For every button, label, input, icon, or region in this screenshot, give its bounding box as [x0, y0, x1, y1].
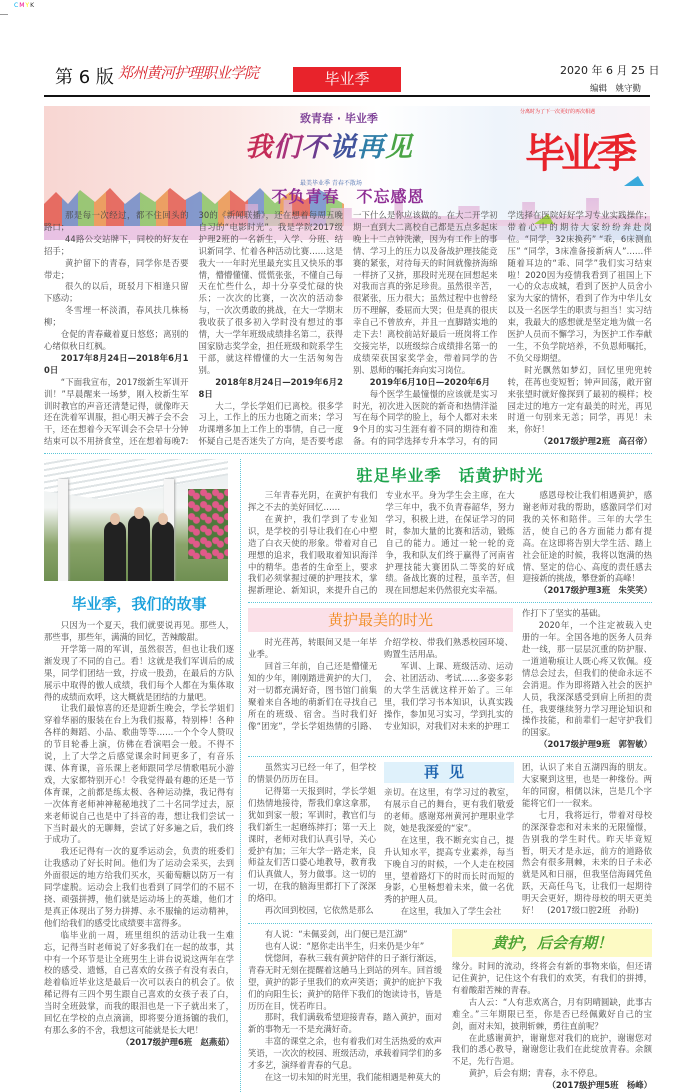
article6: [248, 929, 652, 1092]
article2-body: [44, 620, 234, 1049]
article4-title: 黄护最美的时光: [248, 608, 513, 632]
divider: [44, 453, 652, 454]
banner-slogan: 最美毕业季 青春不散场: [300, 180, 362, 187]
paragraph: 再次回到校园，它依然是那么: [264, 905, 374, 916]
paragraph: 有人说：“未佩妥剑，出门便已是江湖”: [264, 929, 408, 940]
article1-body: [44, 210, 652, 448]
paragraph: 团，认识了来自五湖四海的朋友。大家聚到这里，也是一种缘份。两年的同窗，相儒以沫，岂是几个字能将它们一一叙来。: [522, 762, 652, 808]
banner-side-caption: 分离时为了下一次更好的再次相遇: [520, 109, 596, 115]
article5-body-left: [248, 762, 376, 917]
divider: [248, 602, 652, 603]
paragraph: 缘分。时间的流动，终将会有新的事物来临，但还请记住黄护，记住这个有我们的欢笑，有我们的拼搏，有着酸甜苦辣的青春。: [452, 961, 652, 995]
article4-body-right: [522, 608, 652, 751]
page-number: 第 6 版: [55, 67, 114, 88]
graduate: [104, 521, 126, 581]
author-signature: （2017级护理2班 高召帝）: [539, 436, 652, 447]
graduates-photo: [44, 459, 228, 581]
paragraph: 44路公交站牌下，同校的好友在招手；: [44, 233, 189, 256]
paragraph: 开学第一周的军训，虽然很苦，但也让我们逐渐发现了不同的自己。看！这就是我们军训后的成果，同学们团结一致，拧成一股劲，在最后的方队展示中取得的傲人成绩，我们每个人都在为集体取得的成绩而欢呼，这大概就是团结的力量吧。: [44, 643, 234, 702]
article4: [248, 608, 652, 751]
banner-graduation-season: 毕业季: [525, 130, 633, 177]
article3-title: 驻足毕业季 话黄护时光: [356, 466, 544, 486]
author-signature: （2017级护理9班 郭智敏）: [539, 739, 652, 750]
paragraph: 冬雪埋一杯淡酒，春风扶几株杨柳；: [44, 305, 189, 328]
paragraph: “下面我宣布，2017级新生军训开训！”早晨醒来一场梦，刚入校新生军训时教官的声音还清楚记得，就像昨天还在洗着军训服，担心明天裤子会不会干，还在想着今天军训会不会早十分钟结束可以不用挤食堂，还在想着每晚7:30的《新闻联播》，还在想着每周五晚自习的“电影时光”。我是学院2017级护理2班的一名新生，入学、分班、结识新同学、忙着各种活动比赛……这是我大一一年时光里最充实且又快乐的事情，懵懵懂懂、慌慌张张，不懂自己每天在忙些什么，却十分享受忙碌的快乐；一次次的比赛，一次次的活动参与，一次次勇敢的挑战，在大一学期末我收获了很多初入学时没有想过的事情，大一学年班级成绩排名第二，获得国家励志奖学金，担任班级和院系学生干部，就这样懵懂的大一生活匆匆告别。: [44, 210, 343, 447]
paragraph: 回首三年前，自己还是懵懂无知的少年，刚刚踏进黄护的大门，对一切都充满好奇，图书馆门前集聚着来自各地的萌新们在寻找自己所在的班级、宿舍。当时我们好像“团宠”，学长学姐热情的引路、介绍学校、带我们熟悉校园环境、购置生活用品。: [248, 637, 513, 731]
article2-title: 毕业季，我们的故事: [71, 595, 207, 614]
article5-body-right: [522, 762, 652, 917]
paragraph: 在这里，我加入了学生会社: [400, 906, 502, 917]
right-column: [241, 459, 652, 1092]
page-content: [44, 184, 652, 1092]
section-label: 毕业季: [293, 67, 401, 92]
article5-title: 再见: [384, 762, 514, 783]
article5-middle: [384, 762, 514, 918]
author-signature: （2017级护理5班 杨峰）: [547, 1080, 652, 1091]
lower-section: [44, 459, 652, 1092]
banner-subtitle: 致青春 · 毕业季: [300, 112, 378, 125]
flowers: [188, 489, 228, 559]
paragraph: 只因为一个夏天，我们就要说再见。那些人，那些事，那些年，满满的回忆，苦辣酸甜。: [44, 620, 234, 643]
paragraph: 时光飘然如梦幻，回忆里兜兜转转，荏苒也变短暂；钟声回荡，敞开窗来张望时就好像探到了最初的模样；校园走过的地方一定有最美的时光，再见时道一句别来无恙；同学，再见！未来，你好！: [507, 364, 652, 435]
article6-right: [452, 929, 652, 1092]
date-subheading: 2019年6月10日—2020年6月: [369, 376, 490, 387]
paragraph: 军训、上课、班级活动、运动会、社团活动、考试……多姿多彩的大学生活就这样开始了。三年里，我们学习书本知识，认真实践操作，参加见习实习，学到扎实的专业知识，对我们对未来的护理工: [384, 661, 513, 731]
pillar: [58, 479, 68, 581]
paragraph: 那时，我们满载希望迎接青春，踏入黄护，面对新的事物无一不是充满好奇。: [248, 1012, 442, 1035]
paragraph: 临毕业前一周，班里组织的活动让我一生难忘，记得当时老师说了好多我们在一起的故事，其中有一个环节是让全班男生上讲台说说这两年在学校的感受、遗憾，自己喜欢的女孩子有没有表白，趁着临近毕业这是最后一次可以表白的机会了。依稀记得有三四个男生跟自己喜欢的女孩子表了白，当时全班鼓掌，而我的眼泪也是一下子就出来了，回忆在学校的点点滴滴，即将要分道扬镳的我们，有那么多的不舍，我想这可能就是长大吧！: [44, 929, 234, 1035]
paragraph: 大二，学长学姐们已离校。很多学习上，工作上的压力也随之而来；学习功课增多加上工作上的事情，自己一度怀疑自己是否迷失了方向，是否要考虑一下什么是你应该做的。在大二开学初期一直到大二离校自己都是五点多起床晚上十二点钟洗漱，因为有工作上的事情、学习上的压力以及备战护理技能竞赛的紧张，对待每天的时间就像挤海绵一样挤了又挤，那段时光现在回想起来对我而言真的弥足珍贵。虽然很辛苦，很紧张，压力很大；虽然过程中也曾经历不理解，委屈而大哭；但是真的很庆幸自己不曾放弃，并且一直脚踏实地的走下去！离校前站好最后一班岗将工作交接完毕，以班级综合成绩排名第一的成绩荣获国家奖学金，带着同学的告别、恩师的嘱托奔向实习岗位。: [198, 210, 498, 447]
graduate: [152, 521, 174, 581]
crop-mark: [0, 14, 8, 15]
paragraph: 感恩母校让我们相遇黄护，感谢老师对我的帮助，感激同学们对我的关怀和陪伴。三年的大学生活，使自己的各方面能力都有提高。在这即将告别大学生活、踏上社会征途的时候，我将以饱满的热情、坚定的信心、高度的责任感去迎接新的挑战，攀登新的高峰！: [522, 490, 652, 584]
paragraph: 虽然实习已经一年了，但学校的情景仍历历在目。: [248, 762, 376, 785]
paragraph: 那是每一次经过，都不住回头的路口；: [44, 210, 189, 232]
paragraph: 在这里，我不断充实自己，提升认知水平，提高专业素养，每当下晚自习的时候，一个人走在校园里，望着路灯下的时而长时而短的身影，心里畅想着未来，做一名优秀的护理人员。: [384, 834, 514, 905]
article4-body-left: [248, 637, 513, 732]
paragraph: 记得第一天报到时，学长学姐们热情地接待，帮我们拿这拿那，犹如到家一般；军训时，教官们与我们新生一起磨练摔打；第一天上课时，老师对我们认真引导，关心爱护有加；三年大学一路走来，良师益友们苦口婆心地教导，教育我们认真做人，努力做事。这一切的一切，在我的脑海里都打下了深深的烙印。: [248, 785, 376, 904]
paragraph: 很久的以后，斑驳月下相逢只留下感动；: [44, 281, 189, 304]
divider: [248, 923, 652, 924]
paragraph: 在此感谢黄护，谢谢您对我们的庇护，谢谢您对我们的悉心教导，谢谢您让我们在此绽放青春。余额不足，先行告退。: [452, 1032, 652, 1067]
paragraph: 2020年，一个注定被载入史册的一年。全国各地的医务人员奔赴一线，那一层层沉重的防护服、一道道勒痕让人既心疼又钦佩。疫情总会过去，但我们的使命永远不会消退。作为即将踏入社会的医护人员，我深深感受到肩上所担的责任，我要继续努力学习理论知识和操作技能，和前辈们一起守护我们的国家。: [522, 620, 652, 738]
issue-date: 2020 年 6 月 25 日: [560, 64, 660, 77]
paragraph: 在黄护，我们学到了专业知识，是学校的引导让我们在心中塑造了白衣天使的形象。带着对自己理想的追求，我们吸取着知识海洋中的精华。患者的生命至上，要求我们必须掌握过硬的护理技术，掌握新理论、新知识，来提升自己的专业水平。身为学生会主席，在大学三年中，我不负青春韶华，努力学习，积极上进，在保证学习的同时，参加大量的比赛和活动，锻炼自己的能力。通过一轮一轮的竞争，我和队友们终于赢得了河南省护理技能大赛团队二等奖的好成绩。备战比赛的过程，虽辛苦，但现在回想起来仍然很充实幸福。: [248, 490, 515, 596]
left-column: [44, 459, 241, 1092]
paragraph: 每个医学生最憧憬的应该就是实习时光，初次进入医院的新奇和热情洋溢写在每个同学的脸上，每个人都对未来9个月的实习生涯有着不同的期待和准备。有的同学选择专升本学习，有的同学选择在医院好好学习专业实践操作；带着心中的期待大家纷纷奔赴岗位。“同学，32床换药” “乖，6床测血压” “同学，3床准备接新病人”……伴随着耳边的“乖、同学”我们实习结束啦！2020因为疫情我看到了祖国上下一心的众志成城，看到了医护人员舍小家为大家的情怀，看到了作为中华儿女以及一名医学生的职责与担当！实习结束，我最大的感想就是坚定地为做一名医护人员而不懈学习，为医护工作奉献一生，不负学院培养，不负恩师嘱托，不负父母期望。: [353, 210, 652, 447]
print-color-marks: CMYK: [14, 2, 35, 9]
paragraph: 黄护，后会有期；青春，永不停息。: [468, 1068, 603, 1079]
divider: [248, 756, 652, 757]
article5: [248, 762, 652, 918]
paragraph: 让我们最惊喜的还是迎新生晚会，学长学姐们穿着华丽的服装在台上为我们报幕，特别棒！各种各样的舞蹈、小品、歌曲等等……一个个令人赞叹的节目轮番上演，仿佛在看演唱会一般。不得不说，上了大学之后感觉课余时间更多了，有音乐课、体育课，音乐课上老师跟同学尽情歌唱玩小游戏，大家都特别开心！令我觉得最有趣的还是一节体育课，之前都是练太极、各种运动操，我记得有一次体育老师神神秘秘地找了二十名同学过去，原来老师说自己也是中了抖音的毒，想让我们尝试一下当时最火的无聊舞，尝试了好多遍之后，我们终于成功了。: [44, 703, 234, 845]
paragraph: 时光荏苒，转眼间又是一年毕业季。: [248, 637, 377, 660]
editor-credit: 编辑 姚守勤: [590, 84, 642, 94]
paragraph: 作打下了坚实的基础。: [522, 608, 606, 619]
paragraph: 仓促的青春藏着夏日悠悠；离别的心绪似秋日红枫。: [44, 329, 189, 351]
author-signature: （2017级护理3班 朱笑笑）: [539, 585, 652, 596]
article6-body-left: [248, 929, 442, 1084]
article4-left: [248, 608, 513, 732]
paragraph: 也有人说：“愿你走出半生，归来仍是少年”: [264, 941, 425, 952]
paragraph: 古人云：“人有悲欢离合，月有阴晴圆缺，此事古难全。”三年期限已至，你是否已经佩戴好自己的宝剑，面对未知，披荆斩棘，勇往直前呢？: [452, 996, 652, 1031]
masthead-logo: 郑州黄河护理职业学院: [118, 64, 259, 82]
paragraph: 我还记得有一次的夏季运动会，负责的班委们让我感动了好长时间。他们为了运动会采买，去到外面很远的地方给我们买水，买葡萄糖以防万一有同学虚脱。运动会上我们也看到了同学们的不屈不挠、顽强拼搏，他们就是运动场上的英雄，他们才是真正体现出了努力拼搏、永不服输的运动精神，他们给我们的感受比成绩要丰富得多。: [44, 846, 234, 928]
article6-title: 黄护，后会有期！: [452, 929, 652, 957]
article3-body: [248, 490, 652, 597]
paragraph: 恍惚间，春秋三载有黄护陪伴的日子渐行渐远，青春无时无刻在提醒着这趟马上到站的列车。回首缓望，黄护的影子里我们的欢声笑语；黄护的庇护下我们的向阳生长；黄护的陪伴下我们的饱读诗书，皆是历历在目，恍若昨日。: [248, 952, 442, 1011]
article5-body-middle: [384, 787, 514, 918]
paragraph: 丰富的课堂之余，也有着我们对生活热爱的欢声笑语，一次次的校园、班级活动，承载着同学们的多才多艺，演绎着青春的气息。: [248, 1036, 442, 1071]
author-signature: （2017级护理6班 赵燕茹）: [121, 1036, 234, 1047]
article6-body-right: [452, 961, 652, 1092]
paragraph: 黄护留下的青春，同学你是否要带走；: [44, 257, 189, 280]
header-rule: [44, 95, 650, 97]
paragraph: 在这一切未知的时光里，我们能相遇是种莫大的: [264, 1072, 441, 1082]
banner-title: 我们不说再见: [245, 132, 413, 163]
graduate: [128, 515, 150, 581]
paragraph: 亲切。在这里，有学习过的教室，有展示自己的舞台，更有我们敬爱的老师。感谢郑州黄河护理职业学院，她是我深爱的“家”。: [384, 787, 514, 833]
paragraph: 三年青春光阴，在黄护有我们挥之不去的美好回忆……: [248, 490, 378, 513]
date-subheading: 2017年8月24日—2018年6月10日: [44, 352, 189, 375]
article1-title: 不负青春 不忘感恩: [271, 187, 425, 206]
paragraph: 七月，我将远行，带着对母校的深深眷恋和对未来的无限憧憬，告别我的学生时代。昨天毕竟短暂，明天才是永远，前方的道路依然会有很多荆棘，未来的日子未必就是风和日丽，但我坚信海阔凭鱼跃，天高任鸟飞，让我们一起期待明天会更好，期待母校的明天更美好！ (2017级口腔2班 孙盼): [522, 809, 652, 916]
date-subheading: 2018年8月24日—2019年6月28日: [198, 376, 343, 399]
